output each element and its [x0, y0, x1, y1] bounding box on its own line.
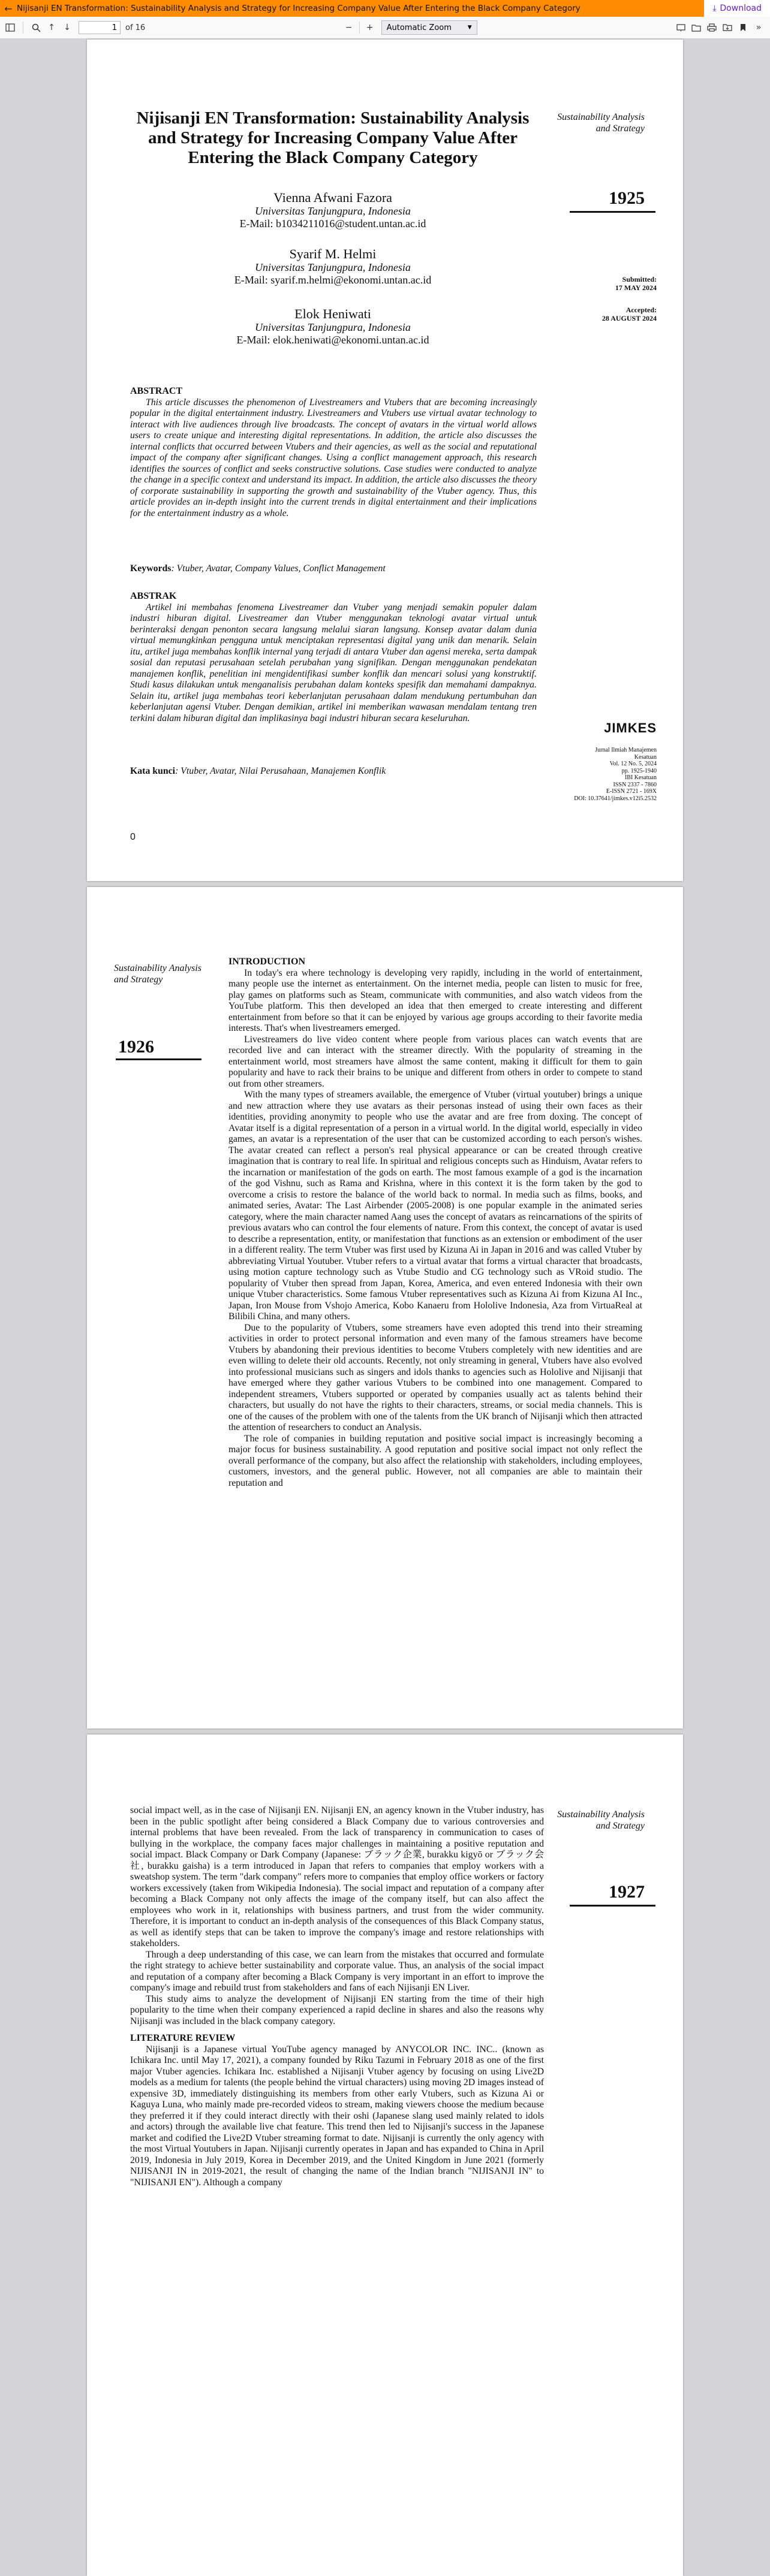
zoom-out-icon[interactable]: −: [345, 23, 353, 32]
paragraph: Through a deep understanding of this case, we can learn from the mistakes that occurred and formulate the right strategy to achieve better sustainability and corporate value. Thus, an analysis of the social impact and reputation of a company after becoming a Black Company is very important in an effort to improve the company's image and rebuild trust from stakeholders and fans of each Nijisanji EN Liver.: [130, 1949, 544, 1993]
presentation-mode-icon[interactable]: [673, 20, 688, 35]
paragraph: social impact well, as in the case of Nijisanji EN. Nijisanji EN, an agency known in the Vtuber industry, has been in the public spotlight after being considered a Black Company due to various controversies and internal problems that have been revealed. From the lack of transparency in communication to cases of bullying in the workplace, the company faces major challenges in maintaining a positive reputation and social impact. Black Company or Dark Company (Japanese: ブラック企業, burakku kigyō or ブラック会社, burakku gaisha) is a term introduced in Japan that refers to companies that employ workers with a sweatshop system. The term "dark company" refers more to companies that employ office workers or factory workers excessively (taken from Wikipedia Indonesia). The social impact and reputation of a company after becoming a Black Company not only affects the image of the company itself, but can also affect the employees who work in it, relationships with business partners, and trust from the wider community. Therefore, it is important to conduct an in-depth analysis of the consequences of this Black Company status, as well as identify steps that can be taken to improve the company's image and restore relationships with stakeholders.: [130, 1805, 544, 1948]
journal-logo: JIMKES: [604, 720, 657, 735]
open-file-icon[interactable]: [688, 20, 704, 35]
zoom-in-icon[interactable]: +: [366, 23, 374, 32]
abstract-heading: ABSTRACT: [130, 386, 183, 396]
page-number-rule: [570, 1905, 655, 1907]
body-text: [130, 1805, 544, 2188]
download-button[interactable]: [704, 0, 770, 17]
search-icon[interactable]: [28, 20, 44, 35]
paragraph: Livestreamers do live video content where people from various places can watch events that are recorded live and can interact with the streamer directly. With the popularity of streaming in the entertainment world, most streamers have almost the same content, making it difficult for them to gain popularity and have to rack their brains to be unique and different from others in order to compete to stand out from other streamers.: [228, 1034, 642, 1089]
abstract-text: This article discusses the phenomenon of Livestreamers and Vtubers that are becoming increasingly popular in the digital entertainment industry. Livestreamers and Vtubers use virtual avatar technology to interact with live audiences through live broadcasts. The concept of avatars in the virtual world allows users to create unique and interesting digital representations. In addition, the article also discusses the internal conflicts that occurred between Vtubers and their agencies, as well as the social and reputational impact of the company after significant changes. Using a conflict management approach, this research identifies the sources of conflict and seeks constructive solutions. Case studies were conducted to analyze the change in a specific context and understand its impact. In addition, the article also discusses the theory of corporate sustainability in supporting the growth and sustainability of the Vtuber agency. Thus, this article provides an in-depth insight into the current trends in digital entertainment and their implications for the entertainment industry as a whole.: [130, 397, 537, 518]
print-icon[interactable]: [704, 20, 720, 35]
keywords-label: Keywords: [130, 563, 172, 574]
keywords-text: : Vtuber, Avatar, Company Values, Conflict Management: [171, 563, 386, 574]
page-number: 1926: [118, 1037, 154, 1057]
previous-page-icon[interactable]: ↑: [48, 23, 55, 32]
author-name: Syarif M. Helmi: [289, 246, 377, 261]
page-number-rule: [116, 1058, 201, 1060]
document-title: Nijisanji EN Transformation: Sustainability Analysis and Strategy for Increasing Company Value After Entering the Black Company Category: [17, 4, 580, 13]
author-email: E-Mail: b1034211016@student.untan.ac.id: [239, 218, 426, 230]
tools-menu-icon[interactable]: »: [756, 23, 762, 32]
author-email: E-Mail: syarif.m.helmi@ekonomi.untan.ac.id: [234, 274, 432, 286]
paragraph: In today's era where technology is developing very rapidly, including in the world of entertainment, many people use the internet as entertainment. On the internet media, people can listen to music for free, play games on platforms such as Steam, communicate with communities, and also watch videos from the YouTube platform. This then developed an idea that then emerged to create interesting and different entertainment from before so that it can be enjoyed by various age groups according to their favorite media interests. That's when livestreamers emerged.: [228, 967, 642, 1033]
submitted-label: Submitted:: [622, 275, 657, 283]
keywords-line: [130, 563, 537, 575]
pdf-page-1: [87, 40, 683, 881]
pdf-page-3: [87, 1735, 683, 2576]
paragraph: Due to the popularity of Vtubers, some streamers have even adopted this trend into their streaming activities in order to protect personal information and even many of the famous streamers have become Vtubers by abandoning their previous identities to become Vtubers completely with new identities and are even willing to delete their old accounts. Recently, not only streaming in general, Vtubers have also evolved into professional musicians such as singers and idols thanks to agencies such as Hololive and Nijisanji that have emerged where they gather various Vtubers to be combined into one management. Compared to independent streamers, Vtubers supported or operated by companies usually act as talents behind their characters, but usually do not have the rights to their characters, streams, or social media channels. This is one of the causes of the problem with one of the talents from the UK branch of Nijisanji which then attracted the attention of researchers to conduct an Analysis.: [228, 1322, 642, 1432]
paragraph: The role of companies in building reputation and positive social impact is increasingly becoming a major focus for business sustainability. A good reputation and positive social impact not only reflect the overall performance of the company, but also affect the relationship with stakeholders, including employees, customers, investors, and the general public. However, not all companies are able to maintain their reputation and: [228, 1433, 642, 1488]
submitted-date: 17 MAY 2024: [615, 283, 657, 292]
author-name: Elok Heniwati: [294, 306, 371, 321]
page-number: 1927: [609, 1882, 645, 1902]
bookmark-icon[interactable]: [735, 20, 751, 35]
abstrak-section: [130, 591, 537, 724]
author-email: E-Mail: elok.heniwati@ekonomi.untan.ac.id: [236, 334, 429, 346]
body-text: [228, 957, 642, 1489]
author-block: [129, 191, 537, 230]
page-number: 1925: [609, 188, 645, 208]
zoom-select[interactable]: [381, 20, 477, 35]
pdf-page-2: [87, 887, 683, 1729]
abstract-section: [130, 386, 537, 519]
running-head: Sustainability Analysis and Strategy: [114, 963, 201, 985]
abstrak-text: Artikel ini membahas fenomena Livestreamer dan Vtuber yang menjadi semakin populer dalam industri hiburan digital. Livestreamer dan Vtuber menggunakan teknologi avatar virtual untuk berinteraksi dengan penonton secara langsung melalui siaran langsung. Konsep avatar dalam dunia virtual memungkinkan pengguna untuk menciptakan representasi digital yang unik dan menarik. Selain itu, artikel juga membahas konflik internal yang terjadi di antara Vtuber dan agensi mereka, serta dampak sosial dan reputasi perusahaan setelah perubahan yang signifikan. Dengan menggunakan pendekatan manajemen konflik, penelitian ini mengidentifikasi sumber konflik dan mencari solusi yang konstruktif. Studi kasus dilakukan untuk menganalisis perubahan dalam konteks spesifik dan memahami dampaknya. Selain itu, artikel juga membahas teori keberlanjutan perusahaan dalam mendukung pertumbuhan dan keberlanjutan agensi Vtuber. Dengan demikian, artikel ini memberikan wawasan mendalam tentang tren terkini dalam hiburan digital dan implikasinya bagi industri hiburan secara keseluruhan.: [130, 602, 537, 723]
running-head: Sustainability Analysis and Strategy: [557, 1809, 645, 1831]
page-number-input[interactable]: 1: [79, 21, 121, 34]
section-heading: LITERATURE REVIEW: [130, 2033, 236, 2043]
page-count: of 16: [125, 23, 146, 32]
author-block: [129, 307, 537, 346]
paragraph: Nijisanji is a Japanese virtual YouTube agency managed by ANYCOLOR INC. INC.. (known as Ichikara Inc. until May 17, 2021), a company founded by Riku Tazumi in February 2018 as one of the first major Vtuber agencies. Ichikara Inc. established a Nijisanji Vtuber agency by focusing on using Live2D models as a medium for talents (the people behind the virtual characters) using moving 2D images instead of expensive 3D, immediately distinguishing its members from other early Vtubers, such as Kizuna Ai or Kaguya Luna, who mainly made pre-recorded videos to stream, making viewers choose the medium because they preferred it if they could interact directly with their oshi (Japanese slang used mainly related to idols and actors) through the available live chat feature. This trend then led to Nijisanji's success in the Japanese market and codified the Live2D Vtuber streaming format to date. Nijisanji is currently the only agency with the most Virtual Youtubers in Japan. Nijisanji currently operates in Japan and has expanded to China in April 2019, Indonesia in July 2019, Korea in December 2019, and the United Kingdom in June 2021 (formerly NIJISANJI IN in 2019-2021, the result of changing the name of the Indian branch "NIJISANJI IN" to "NIJISANJI EN"). Although a company: [130, 2044, 544, 2188]
save-icon[interactable]: [720, 20, 735, 35]
sidebar-toggle-icon[interactable]: [2, 20, 18, 35]
pdf-toolbar: [0, 17, 770, 39]
author-name: Vienna Afwani Fazora: [273, 190, 392, 205]
download-bar: [0, 0, 770, 17]
paragraph: With the many types of streamers available, the emergence of Vtuber (virtual youtuber) brings a unique and new attraction where they use avatars as their personas instead of using their own faces as their identities, providing anonymity to people who use the avatar and are free from doxing. The concept of Avatar itself is a digital representation of a person in a virtual world. In the digital world, especially in video games, an avatar is a representation of the user that can be customized according to each person's wishes. The avatar created can reflect a person's real physical appearance or can be created through creative imagination that is contrary to real life. In spiritual and religious concepts such as Hinduism, Avatar refers to the incarnation or manifestation of the gods on earth. The most famous example of a god is the incarnation of the god Vishnu, such as Rama and Krishna, where in this context it is the form taken by the god to overcome a crisis to restore the balance of the world back to normal. In media such as films, books, and animated series, Avatar: The Last Airbender (2005-2008) is one popular example in the animated series category, where the main character named Aang uses the concept of avatars as reincarnations of the spirits of previous avatars who can control the four elements of nature. From this context, the concept of avatar is used to describe a representation, entity, or manifestation that functions as an extension or embodiment of the user in a different reality. The term Vtuber was first used by Kizuna Ai in Japan in 2016 and was called Vtuber by abbreviating Virtual Youtuber. Vtuber refers to a virtual avatar that forms a virtual character that broadcasts, using motion capture technology such as Vtube Studio and CG technology such as VRoid studio. The popularity of Vtuber then spread from Japan, Korea, America, and even entered Indonesia with their own unique Vtuber characteristics. Some famous Vtuber representatives such as Kizuna Ai from Kizuna AI Inc., Japan, Iron Mouse from Vshojo America, Kobo Kanaeru from Hololive Indonesia, Aza from VirtuaReal at Bilibili China, and many others.: [228, 1090, 642, 1322]
katakunci-label: Kata kunci: [130, 766, 176, 776]
download-icon: ⤓: [712, 4, 717, 13]
page-number-rule: [570, 211, 655, 213]
next-page-icon[interactable]: ↓: [64, 23, 71, 32]
author-block: [129, 247, 537, 286]
abstrak-heading: ABSTRAK: [130, 591, 177, 601]
author-affiliation: Universitas Tanjungpura, Indonesia: [255, 205, 411, 217]
accepted-label: Accepted:: [625, 306, 657, 314]
accepted-date: 28 AUGUST 2024: [601, 314, 657, 322]
paragraph: This study aims to analyze the development of Nijisanji EN starting from the time of their high popularity to the time when their company experienced a rapid decline in shares and also the reasons why Nijisanji was included in the black company category.: [130, 1993, 544, 2026]
journal-info: Jurnal Ilmiah Manajemen Kesatuan Vol. 12 No. 5, 2024 pp. 1925-1940 IBI Kesatuan ISSN 2337 - 7860 E-ISSN 2721 - 169X DOI: 10.37641/jimkes.v12i5.2532: [574, 747, 657, 802]
paper-title: Nijisanji EN Transformation: Sustainability Analysis and Strategy for Increasing Company Value After Entering the Black Company Category: [136, 108, 530, 167]
chevron-down-icon: ▼: [467, 25, 472, 31]
katakunci-text: : Vtuber, Avatar, Nilai Perusahaan, Manajemen Konflik: [175, 766, 386, 776]
author-affiliation: Universitas Tanjungpura, Indonesia: [255, 261, 411, 273]
back-arrow-icon[interactable]: ←: [4, 2, 13, 14]
footer-number: 0: [130, 832, 136, 842]
author-affiliation: Universitas Tanjungpura, Indonesia: [255, 321, 411, 333]
running-head: Sustainability Analysis and Strategy: [557, 112, 645, 134]
katakunci-line: [130, 766, 537, 777]
section-heading: INTRODUCTION: [228, 957, 306, 967]
download-label: Download: [720, 4, 762, 13]
zoom-value: Automatic Zoom: [386, 23, 452, 32]
